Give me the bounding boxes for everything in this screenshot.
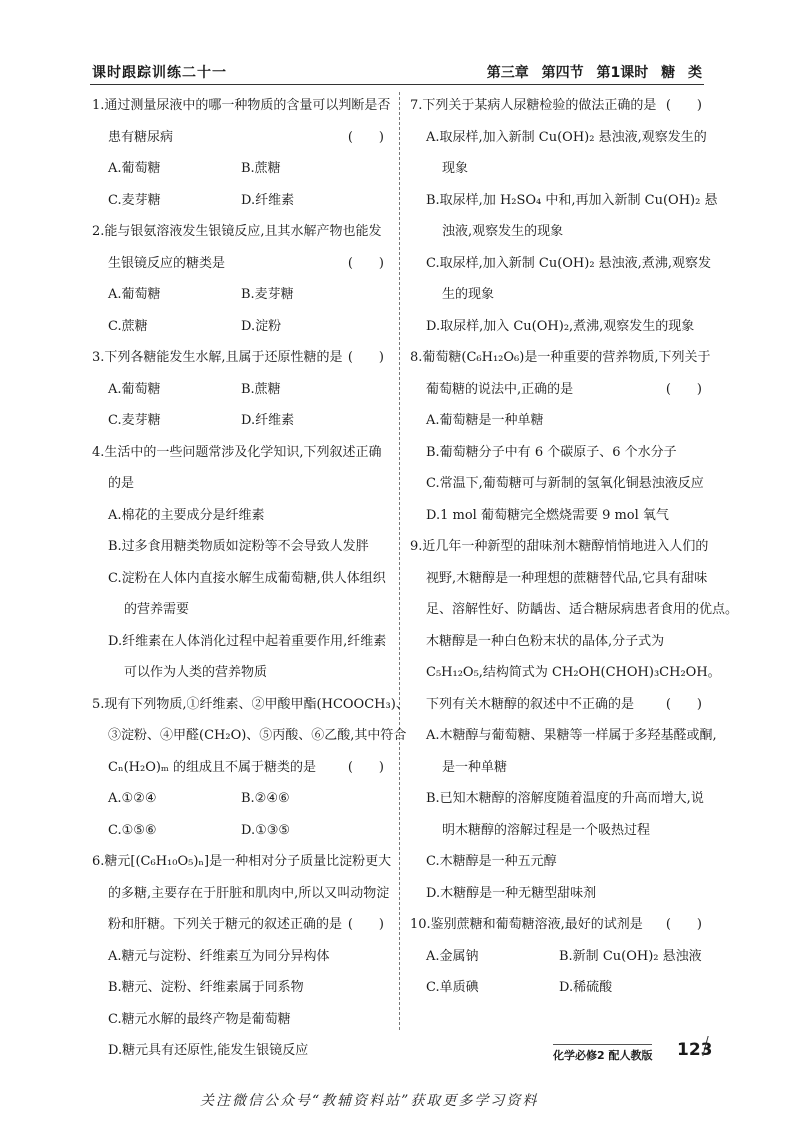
line-text: 的多糖,主要存在于肝脏和肌肉中,所以又叫动物淀 [108, 885, 390, 901]
option: A.葡萄糖 [108, 381, 161, 397]
left-column [92, 90, 409, 1067]
line-text: B.过多食用糖类物质如淀粉等不会导致人发胖 [108, 539, 369, 554]
line-text: C.淀粉在人体内直接水解生成葡萄糖,供人体组织 [108, 570, 386, 586]
text-line [410, 594, 739, 626]
text-line [92, 689, 409, 721]
line-text: 4.生活中的一些问题常涉及化学知识,下列叙述正确 [92, 444, 382, 460]
text-line [410, 846, 708, 878]
book-tag: 化学必修2 配人教版 [553, 1044, 652, 1063]
text-line [92, 594, 390, 626]
text-line [92, 720, 407, 752]
text-line [410, 531, 708, 563]
line-text: 7.下列关于某病人尿糖检验的做法正确的是 [410, 98, 657, 113]
line-text: 明木糖醇的溶解过程是一个吸热过程 [442, 822, 651, 838]
line-text: 的是 [108, 476, 135, 491]
text-line [92, 531, 390, 563]
line-text: D.糖元具有还原性,能发生银镜反应 [108, 1043, 309, 1058]
line-text: 可以作为人类的营养物质 [124, 665, 268, 680]
line-text: D.1 mol 葡萄糖完全燃烧需要 9 mol 氧气 [426, 507, 669, 523]
option: C.单质碘 [426, 980, 479, 995]
line-text: D.纤维素在人体消化过程中起着重要作用,纤维素 [108, 633, 387, 649]
answer-blank: ( ) [347, 917, 384, 932]
text-line [92, 783, 390, 815]
handwritten-note: 关注微信公众号“教辅资料站”获取更多学习资料 [200, 1093, 539, 1109]
text-line [92, 1004, 390, 1036]
option: A.①②④ [108, 791, 157, 806]
text-line [410, 941, 708, 973]
text-line [410, 279, 708, 311]
text-line [410, 216, 708, 248]
option: B.蔗糖 [241, 381, 281, 397]
line-text: 生银镜反应的糖类是 [108, 255, 226, 271]
text-line [410, 342, 711, 374]
line-text: C₅H₁₂O₅,结构简式为 CH₂OH(CHOH)₃CH₂OH。 [426, 665, 721, 680]
line-text: B.取尿样,加 H₂SO₄ 中和,再加入新制 Cu(OH)₂ 悬 [426, 192, 718, 208]
text-line [92, 153, 390, 185]
line-text: 2.能与银氨溶液发生银镜反应,且其水解产物也能发 [92, 224, 382, 239]
text-line [92, 311, 390, 343]
text-line [92, 752, 390, 784]
text-line [92, 1035, 390, 1067]
answer-blank: ( ) [665, 381, 702, 397]
line-text: C.糖元水解的最终产物是葡萄糖 [108, 1011, 291, 1027]
header-title-right: 第三章 第四节 第1课时 糖 类 [486, 65, 702, 81]
option: B.新制 Cu(OH)₂ 悬浊液 [559, 948, 702, 964]
line-text: A.木糖醇与葡萄糖、果糖等一样属于多羟基醛或酮, [426, 728, 717, 743]
line-text: B.葡萄糖分子中有 6 个碳原子、6 个水分子 [426, 444, 677, 460]
option: D.纤维素 [241, 413, 295, 428]
line-text: 是一种单糖 [442, 759, 508, 775]
text-line [410, 374, 708, 406]
header-rule [90, 84, 704, 85]
text-line [92, 909, 390, 941]
option: C.①⑤⑥ [108, 822, 157, 838]
line-text: Cₙ(H₂O)ₘ 的组成且不属于糖类的是 [108, 759, 317, 775]
text-line [92, 342, 390, 374]
line-text: 视野,木糖醇是一种理想的蔗糖替代品,它具有甜味 [426, 570, 708, 586]
text-line [92, 468, 390, 500]
text-line [92, 90, 390, 122]
line-text: 1.通过测量尿液中的哪一种物质的含量可以判断是否 [92, 98, 391, 113]
text-line [410, 153, 708, 185]
line-text: 3.下列各糖能发生水解,且属于还原性糖的是 [92, 350, 343, 365]
option: D.稀硫酸 [559, 980, 613, 995]
line-text: C.取尿样,加入新制 Cu(OH)₂ 悬浊液,煮沸,观察发 [426, 255, 711, 271]
option: D.①③⑤ [241, 822, 291, 838]
line-text: 5.现有下列物质,①纤维素、②甲酸甲酯(HCOOCH₃)、 [92, 696, 409, 712]
option: C.蔗糖 [108, 318, 148, 334]
text-line [92, 405, 390, 437]
text-line [92, 185, 390, 217]
line-text: 10.鉴别蔗糖和葡萄糖溶液,最好的试剂是 [410, 917, 643, 932]
text-line [410, 468, 708, 500]
text-line [92, 846, 390, 878]
text-line [92, 122, 390, 154]
option: C.麦芽糖 [108, 192, 161, 208]
line-text: 浊液,观察发生的现象 [442, 224, 564, 239]
line-text: D.取尿样,加入 Cu(OH)₂,煮沸,观察发生的现象 [426, 318, 695, 334]
text-line [410, 657, 721, 689]
option: B.麦芽糖 [241, 287, 294, 302]
text-line [92, 216, 390, 248]
line-text: D.木糖醇是一种无糖型甜味剂 [426, 885, 597, 901]
answer-blank: ( ) [347, 129, 384, 145]
option: A.葡萄糖 [108, 287, 161, 302]
text-line [410, 185, 718, 217]
option: A.葡萄糖 [108, 161, 161, 176]
line-text: 9.近几年一种新型的甜味剂木糖醇悄悄地进入人们的 [410, 539, 709, 554]
line-text: A.取尿样,加入新制 Cu(OH)₂ 悬浊液,观察发生的 [426, 129, 707, 145]
line-text: 木糖醇是一种白色粉末状的晶体,分子式为 [426, 633, 665, 649]
text-line [410, 563, 708, 595]
text-line [410, 90, 708, 122]
line-text: 粉和肝糖。下列关于糖元的叙述正确的是 [108, 917, 343, 932]
line-text: 足、溶解性好、防龋齿、适合糖尿病患者食用的优点。 [426, 602, 739, 617]
text-line [92, 815, 390, 847]
option: D.纤维素 [241, 192, 295, 208]
text-line [92, 374, 390, 406]
line-text: 8.葡萄糖(C₆H₁₂O₆)是一种重要的营养物质,下列关于 [410, 350, 711, 365]
header-title-left: 课时跟踪训练二十一 [92, 65, 227, 81]
text-line [410, 720, 717, 752]
text-line [92, 563, 390, 595]
option: B.蔗糖 [241, 161, 281, 176]
right-column [410, 90, 739, 1004]
text-line [410, 405, 708, 437]
text-line [410, 815, 708, 847]
answer-blank: ( ) [665, 917, 702, 932]
line-text: C.木糖醇是一种五元醇 [426, 854, 557, 869]
line-text: A.棉花的主要成分是纤维素 [108, 507, 265, 523]
line-text: 生的现象 [442, 287, 495, 302]
text-line [92, 972, 390, 1004]
line-text: 6.糖元[(C₆H₁₀O₅)ₙ]是一种相对分子质量比淀粉更大 [92, 854, 392, 869]
text-line [410, 122, 708, 154]
text-line [92, 248, 390, 280]
text-line [92, 626, 390, 658]
line-text: B.糖元、淀粉、纤维素属于同系物 [108, 980, 304, 995]
text-line [410, 500, 708, 532]
line-text: A.糖元与淀粉、纤维素互为同分异构体 [108, 948, 330, 964]
answer-blank: ( ) [665, 98, 702, 113]
answer-blank: ( ) [665, 696, 702, 712]
text-line [410, 311, 708, 343]
text-line [410, 689, 708, 721]
text-line [410, 972, 708, 1004]
text-line [410, 909, 708, 941]
line-text: 下列有关木糖醇的叙述中不正确的是 [426, 696, 635, 712]
option: B.②④⑥ [241, 791, 290, 806]
line-text: ③淀粉、④甲醛(CH₂O)、⑤丙酸、⑥乙酸,其中符合 [108, 728, 407, 743]
option: C.麦芽糖 [108, 413, 161, 428]
text-line [410, 752, 708, 784]
text-line [410, 626, 708, 658]
text-line [92, 437, 390, 469]
line-text: B.已知木糖醇的溶解度随着温度的升高而增大,说 [426, 791, 704, 806]
text-line [92, 941, 390, 973]
column-divider [399, 92, 400, 1030]
answer-blank: ( ) [347, 759, 384, 775]
line-text: 现象 [442, 161, 469, 176]
option: A.金属钠 [426, 948, 479, 964]
line-text: 患有糖尿病 [108, 129, 174, 145]
text-line [92, 500, 390, 532]
answer-blank: ( ) [347, 350, 384, 365]
option: D.淀粉 [241, 318, 282, 334]
text-line [410, 878, 708, 910]
text-line [92, 657, 390, 689]
line-text: 葡萄糖的说法中,正确的是 [426, 381, 574, 397]
line-text: C.常温下,葡萄糖可与新制的氢氧化铜悬浊液反应 [426, 476, 704, 491]
text-line [92, 878, 390, 910]
text-line [410, 783, 708, 815]
text-line [410, 437, 708, 469]
answer-blank: ( ) [347, 255, 384, 271]
text-line [92, 279, 390, 311]
page-number: 123 [677, 1040, 713, 1060]
line-text: 的营养需要 [124, 602, 190, 617]
line-text: A.葡萄糖是一种单糖 [426, 413, 544, 428]
text-line [410, 248, 711, 280]
